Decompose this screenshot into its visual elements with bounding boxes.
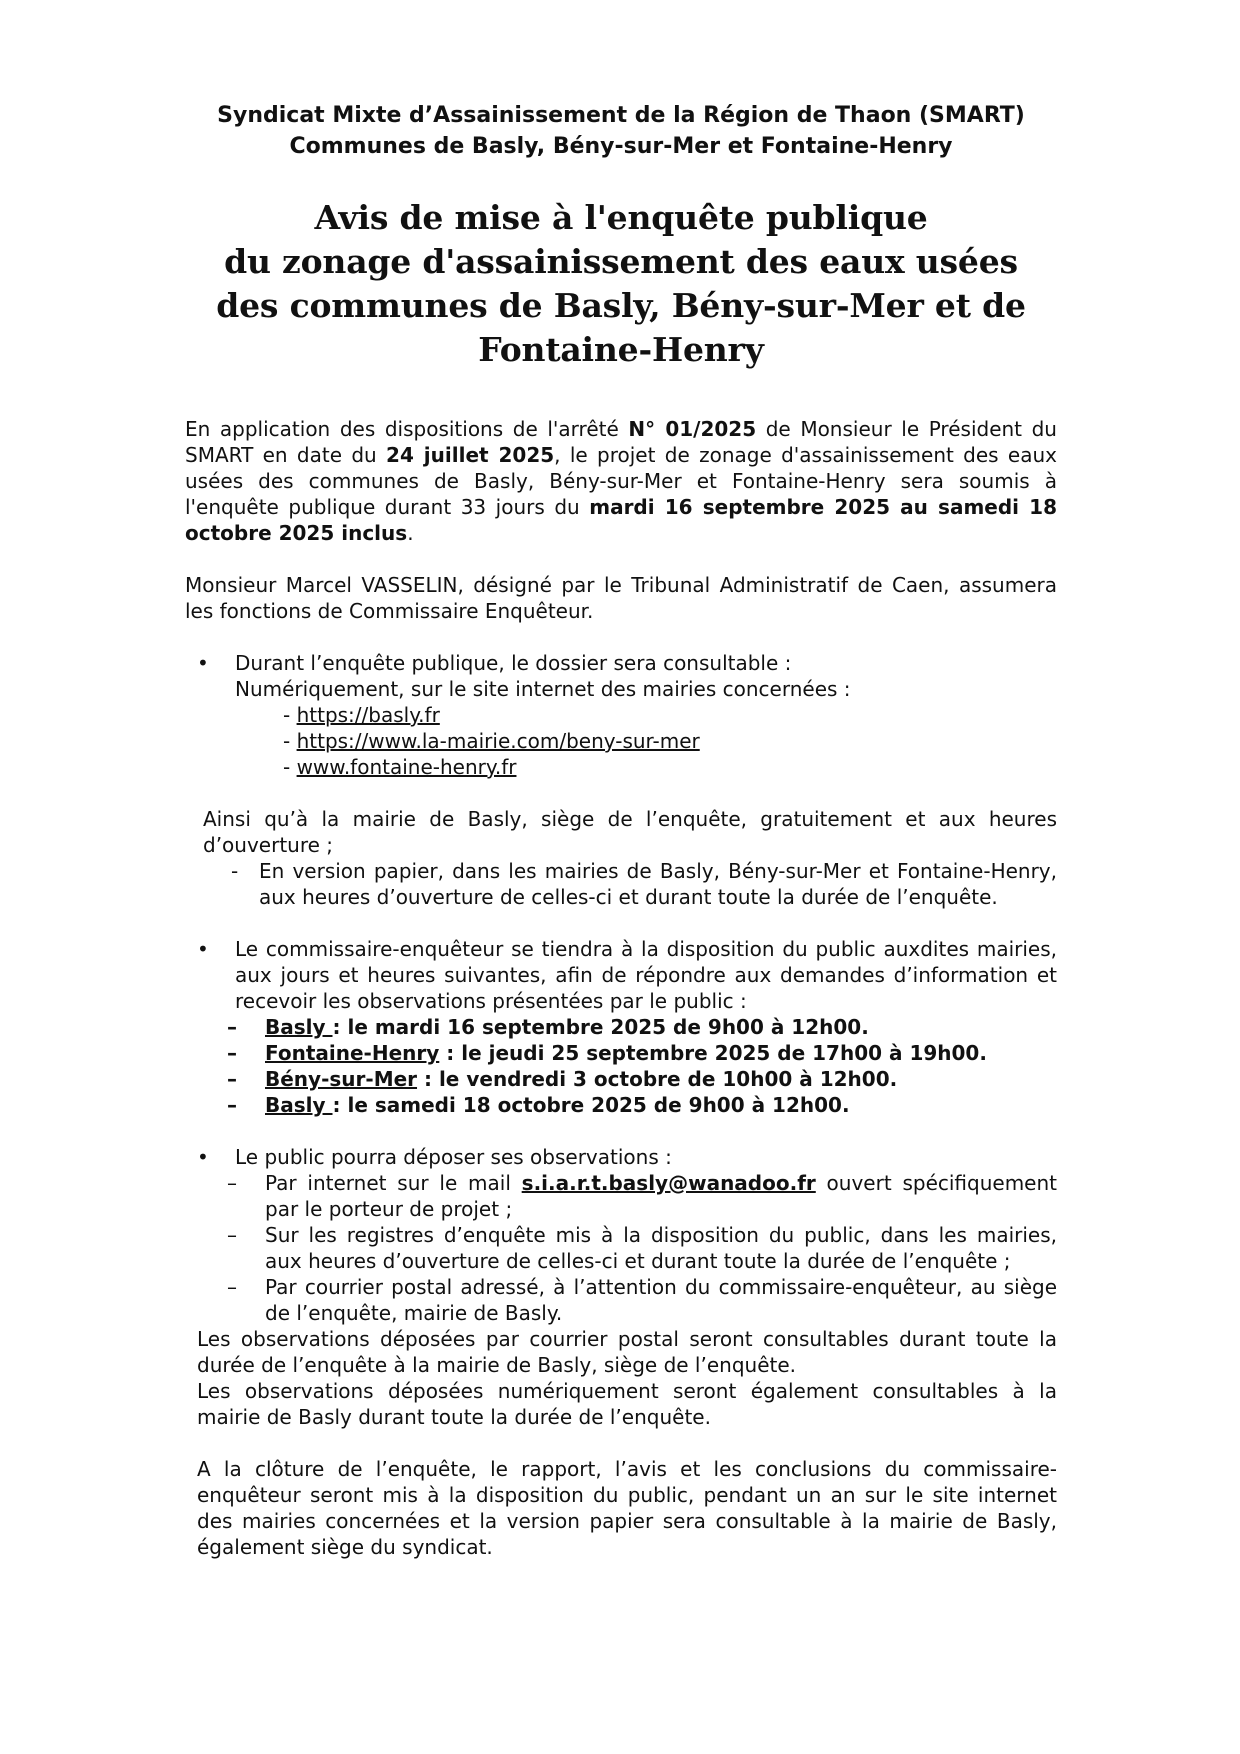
consultation-line-1: Durant l’enquête publique, le dossier sera consultable : <box>235 651 792 675</box>
observations-bullet <box>185 1144 1057 1170</box>
website-links <box>185 702 1057 780</box>
link-item <box>235 728 1057 754</box>
schedule-place: Bény-sur-Mer <box>265 1067 418 1091</box>
commissaire-paragraph: Monsieur Marcel VASSELIN, désigné par le Tribunal Administratif de Caen, assumera les fonctions de Commissaire Enquêteur. <box>185 573 1057 623</box>
intro-text-2: de Monsieur le Président du SMART en date du <box>185 417 1057 467</box>
dash-marker: – <box>227 1275 237 1299</box>
document-body <box>185 100 1057 1560</box>
bullet-icon: • <box>197 1145 209 1169</box>
schedule-place: Basly <box>265 1093 333 1117</box>
arrete-date: 24 juillet 2025 <box>386 443 555 467</box>
arrete-number: N° 01/2025 <box>628 417 757 441</box>
title-line-1: Avis de mise à l'enquête publique <box>314 198 928 237</box>
schedule-time: : le jeudi 25 septembre 2025 de 17h00 à 19h00. <box>439 1041 987 1065</box>
consultation-line-2: Numériquement, sur le site internet des mairies concernées : <box>235 677 851 701</box>
dash-marker: - <box>283 703 291 727</box>
title-line-4: Fontaine-Henry <box>478 330 764 369</box>
enquete-period: mardi 16 septembre 2025 au samedi 18 octobre 2025 inclus <box>185 495 1057 545</box>
dash-marker: – <box>227 1015 237 1039</box>
dash-marker: – <box>227 1223 237 1247</box>
intro-text-4: . <box>407 521 414 545</box>
list-item <box>185 1274 1057 1326</box>
dash-marker: – <box>227 1093 237 1117</box>
cloture-paragraph: A la clôture de l’enquête, le rapport, l’avis et les conclusions du commissaire-enquêteur seront mis à la disposition du public, pendant un an sur le site internet des mairies concernées et la version papier sera consultable à la mairie de Basly, également siège du syndicat. <box>197 1457 1057 1559</box>
dash-marker: – <box>227 1171 237 1195</box>
link-beny-sur-mer[interactable]: https://www.la-mairie.com/beny-sur-mer <box>296 729 700 753</box>
list-item <box>185 1066 1057 1092</box>
schedule-place: Fontaine-Henry <box>265 1041 440 1065</box>
intro-text-3: , le projet de zonage d'assainissement des eaux usées des communes de Basly, Bény-sur-Mer et Fontaine-Henry sera soumis à l'enquête publique durant 33 jours du <box>185 443 1057 519</box>
link-fontaine-henry[interactable]: www.fontaine-henry.fr <box>296 755 517 779</box>
dash-marker: - <box>231 859 239 883</box>
schedule-time: : le samedi 18 octobre 2025 de 9h00 à 12h00. <box>332 1093 850 1117</box>
email-link[interactable]: s.i.a.r.t.basly@wanadoo.fr <box>521 1171 816 1195</box>
list-item <box>185 1040 1057 1066</box>
dash-marker: - <box>283 755 291 779</box>
mairie-consultation: Ainsi qu’à la mairie de Basly, siège de l’enquête, gratuitement et aux heures d’ouverture ; <box>203 807 1057 857</box>
postal-note: Les observations déposées par courrier postal seront consultables durant toute la durée de l’enquête à la mairie de Basly, siège de l’enquête. <box>197 1327 1057 1377</box>
numerique-note: Les observations déposées numériquement seront également consultables à la mairie de Basly durant toute la durée de l’enquête. <box>197 1379 1057 1429</box>
organization-name: Syndicat Mixte d’Assainissement de la Région de Thaon (SMART) <box>217 103 1025 128</box>
list-item <box>185 1222 1057 1274</box>
title-line-3: des communes de Basly, Bény-sur-Mer et de <box>216 286 1026 325</box>
communes-line: Communes de Basly, Bény-sur-Mer et Fontaine-Henry <box>289 134 953 159</box>
bullet-icon: • <box>197 651 209 675</box>
dash-marker: – <box>227 1067 237 1091</box>
schedule-place: Basly <box>265 1015 333 1039</box>
link-item <box>235 702 1057 728</box>
link-basly[interactable]: https://basly.fr <box>296 703 440 727</box>
permanences-schedule <box>185 1014 1057 1118</box>
dash-marker: - <box>283 729 291 753</box>
bullet-icon: • <box>197 937 209 961</box>
papier-text: En version papier, dans les mairies de Basly, Bény-sur-Mer et Fontaine-Henry, aux heures d’ouverture de celles-ci et durant toute la durée de l’enquête. <box>259 859 1057 909</box>
observations-intro: Le public pourra déposer ses observations : <box>235 1145 672 1169</box>
intro-text-1: En application des dispositions de l'arrêté <box>185 417 629 441</box>
observations-methods <box>185 1170 1057 1326</box>
internet-text-2: ouvert spécifiquement par le porteur de projet ; <box>265 1171 1058 1221</box>
permanences-intro: Le commissaire-enquêteur se tiendra à la disposition du public auxdites mairies, aux jours et heures suivantes, afin de répondre aux demandes d’information et recevoir les observations présentées par le public : <box>235 937 1057 1013</box>
notice-title <box>185 196 1057 372</box>
schedule-time: : le vendredi 3 octobre de 10h00 à 12h00. <box>417 1067 898 1091</box>
papier-consultation <box>185 858 1057 910</box>
courrier-text: Par courrier postal adressé, à l’attention du commissaire-enquêteur, au siège de l’enquête, mairie de Basly. <box>265 1275 1057 1325</box>
consultation-bullet <box>185 650 1057 702</box>
dash-marker: – <box>227 1041 237 1065</box>
list-item <box>185 1014 1057 1040</box>
registres-text: Sur les registres d’enquête mis à la disposition du public, dans les mairies, aux heures d’ouverture de celles-ci et durant toute la durée de l’enquête ; <box>265 1223 1057 1273</box>
schedule-time: : le mardi 16 septembre 2025 de 9h00 à 12h00. <box>332 1015 869 1039</box>
list-item <box>185 1092 1057 1118</box>
internet-text-1: Par internet sur le mail <box>265 1171 522 1195</box>
intro-paragraph <box>185 416 1057 546</box>
title-line-2: du zonage d'assainissement des eaux usées <box>224 242 1018 281</box>
permanences-bullet <box>185 936 1057 1014</box>
link-item <box>235 754 1057 780</box>
list-item <box>185 1170 1057 1222</box>
